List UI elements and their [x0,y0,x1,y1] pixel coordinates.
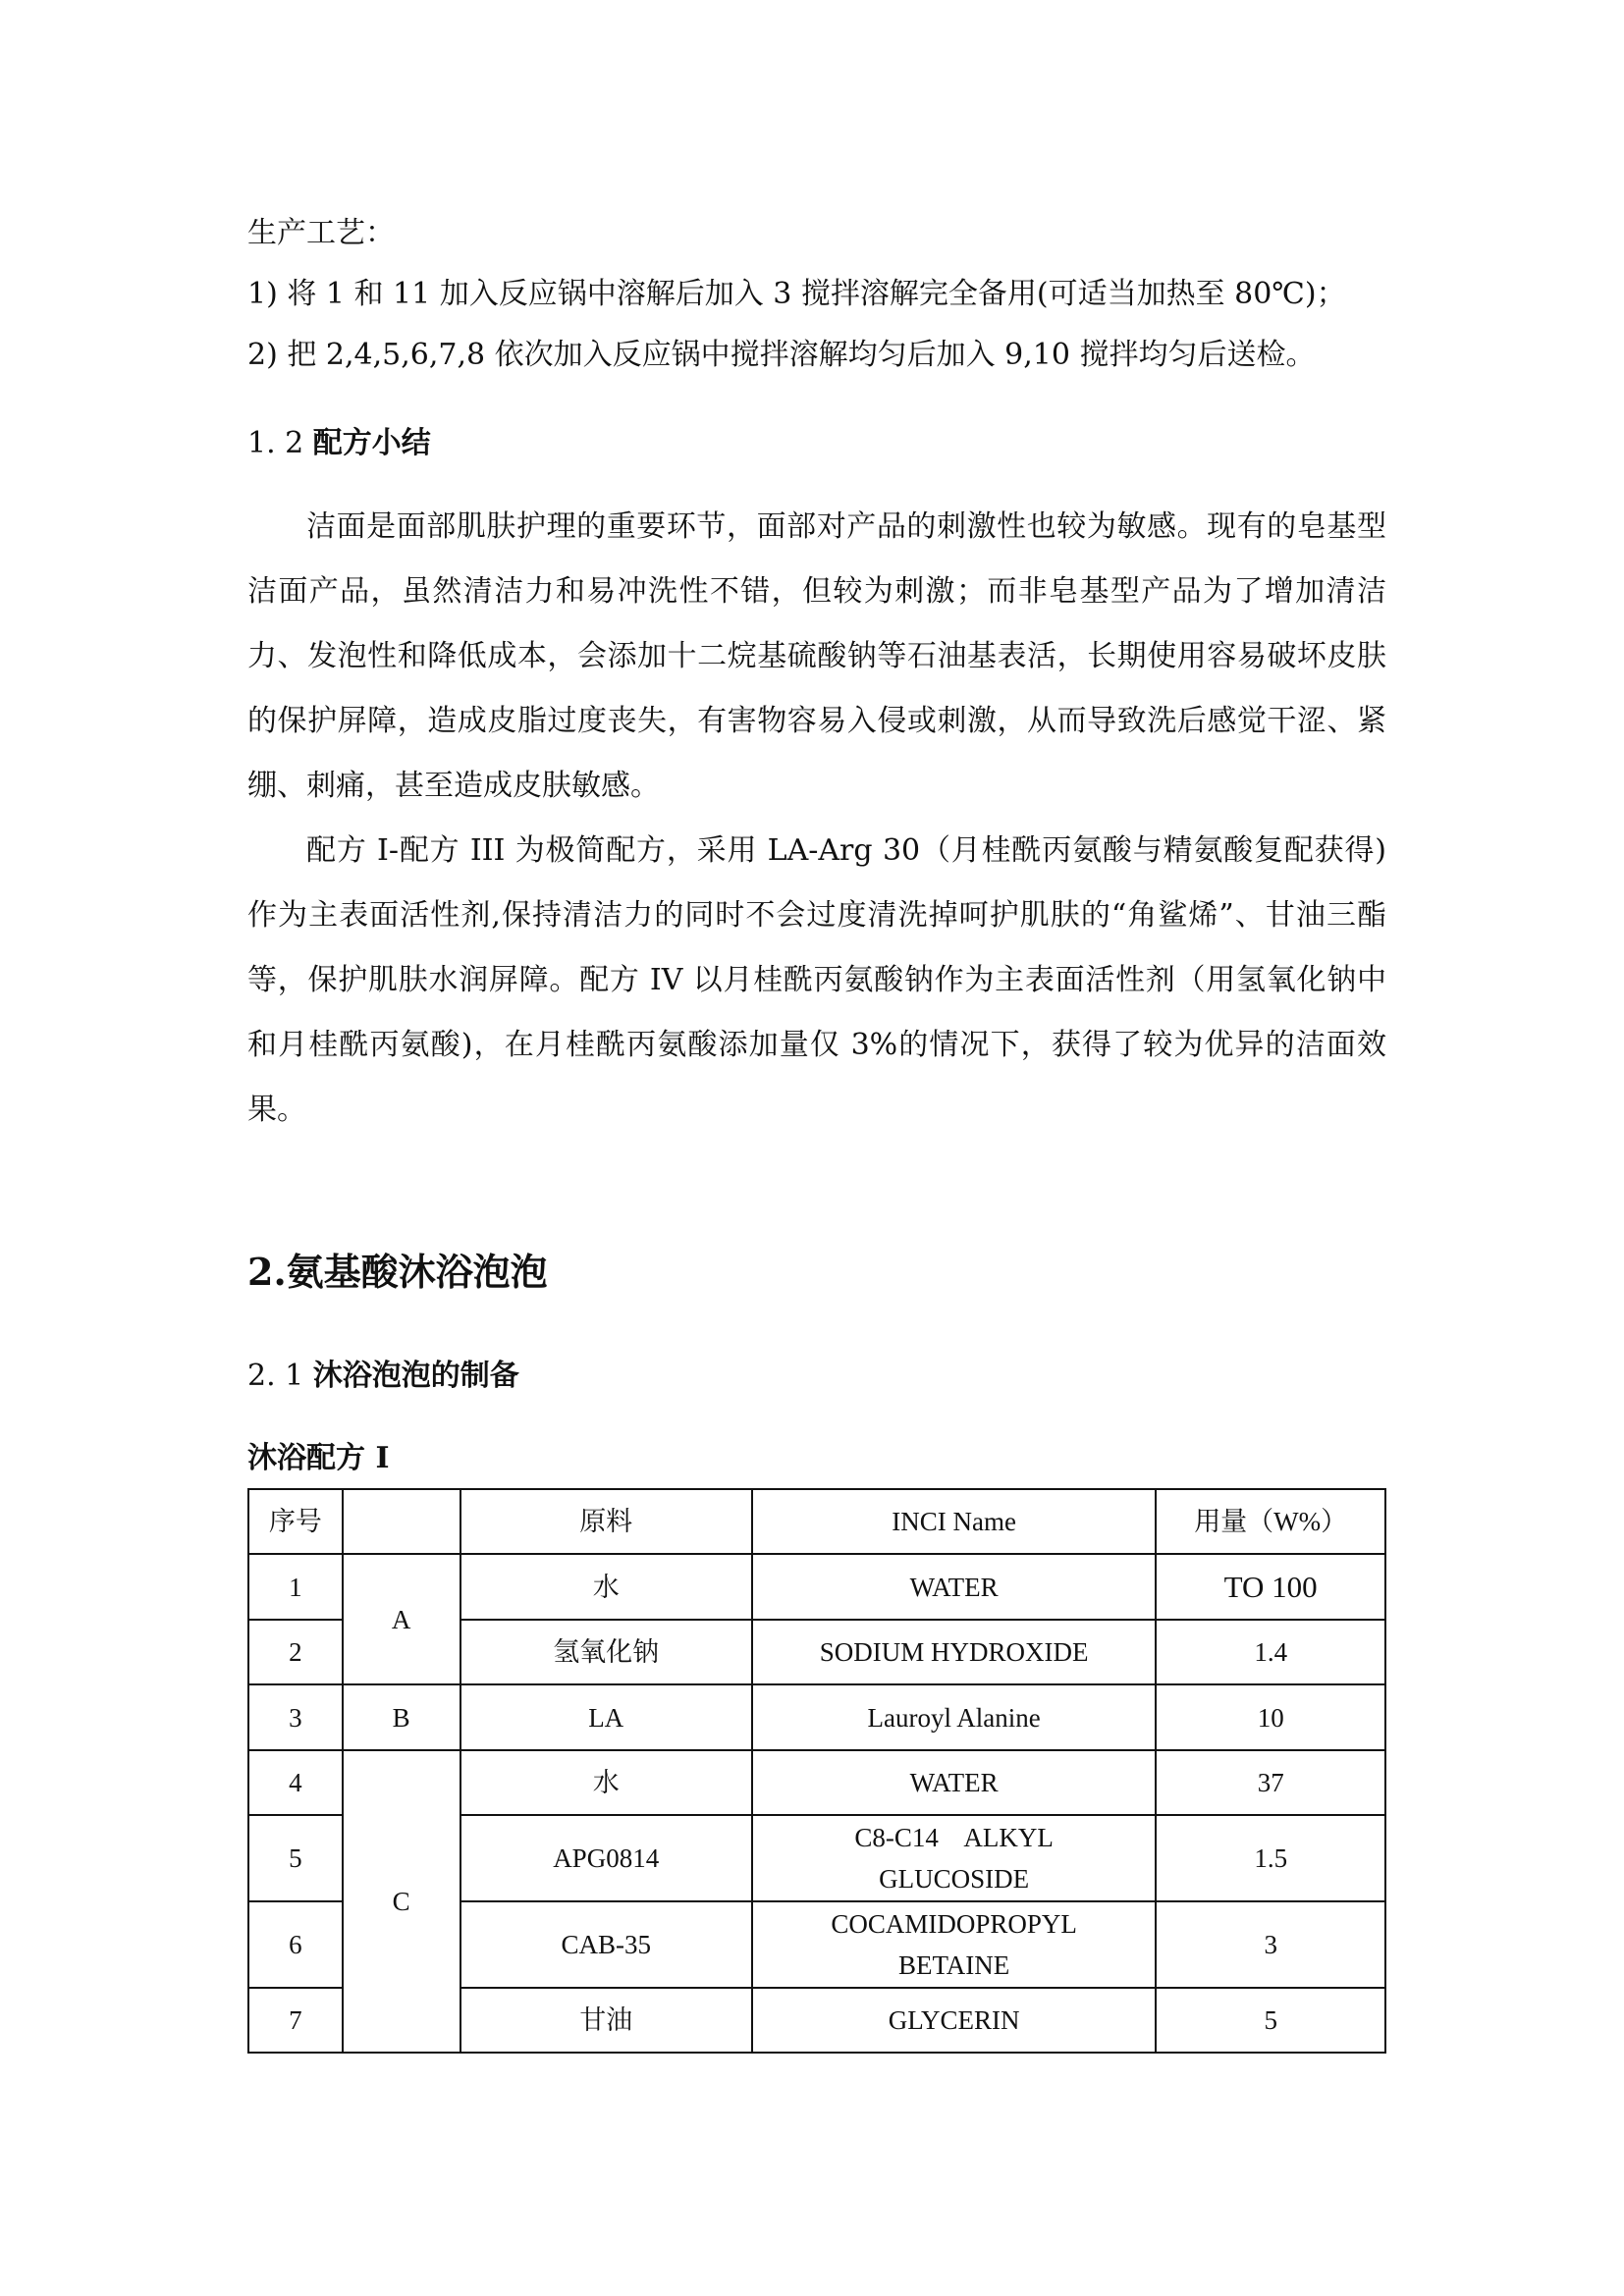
section-1-2-heading [247,424,431,463]
row-no: 4 [248,1750,343,1815]
header-amount: 用量（W%） [1156,1489,1385,1554]
paragraph-2: 配方 I-配方 III 为极简配方，采用 LA-Arg 30（月桂酰丙氨酸与精氨酸复配获得)作为主表面活性剂,保持清洁力的同时不会过度清洗掉呵护肌肤的“角鲨烯”、甘油三酯等，保护肌肤水润屏障。配方 IV 以月桂酰丙氨酸钠作为主表面活性剂（用氢氧化钠中和月桂酰丙氨酸)，在月桂酰丙氨酸添加量仅 3%的情况下，获得了较为优异的洁面效果。 [247,833,1386,1127]
row-inci: WATER [752,1750,1156,1815]
row-material: LA [460,1684,752,1750]
table-row [248,1684,1385,1750]
header-inci: INCI Name [752,1489,1156,1554]
row-inci [752,1815,1156,1901]
row-no: 5 [248,1815,343,1901]
section-2-1-title: 沐浴泡泡的制备 [312,1359,519,1393]
table-row [248,1554,1385,1620]
row-inci-line-1: C8-C14 ALKYL [854,1823,1054,1852]
process-title: 生产工艺： [247,216,395,250]
row-no: 3 [248,1684,343,1750]
process-step-2: 2) 把 2,4,5,6,7,8 依次加入反应锅中搅拌溶解均匀后加入 9,10 搅拌均匀后送检。 [247,338,1316,372]
row-inci: SODIUM HYDROXIDE [752,1620,1156,1684]
formula-table [247,1488,1386,2054]
section-1-2-number: 1. 2 [247,426,304,460]
row-inci-line-1: COCAMIDOPROPYL [831,1909,1077,1939]
table-header-row [248,1489,1385,1554]
row-material: 水 [460,1554,752,1620]
row-amount: 1.5 [1156,1815,1385,1901]
row-amount: 37 [1156,1750,1385,1815]
row-amount: TO 100 [1156,1554,1385,1620]
row-phase: C [343,1750,460,2053]
row-no: 1 [248,1554,343,1620]
row-no: 2 [248,1620,343,1684]
row-material: 甘油 [460,1988,752,2053]
row-phase: B [343,1684,460,1750]
row-amount: 1.4 [1156,1620,1385,1684]
process-step-1: 1) 将 1 和 11 加入反应锅中溶解后加入 3 搅拌溶解完全备用(可适当加热至 80℃)； [247,277,1346,311]
header-phase [343,1489,460,1554]
row-inci: GLYCERIN [752,1988,1156,2053]
row-inci: Lauroyl Alanine [752,1684,1156,1750]
row-no: 7 [248,1988,343,2053]
row-phase: A [343,1554,460,1684]
formula-title: 沐浴配方 I [247,1441,390,1475]
table-row [248,1750,1385,1815]
section-2-1-number: 2. 1 [247,1359,304,1393]
row-inci [752,1901,1156,1988]
row-amount: 10 [1156,1684,1385,1750]
row-no: 6 [248,1901,343,1988]
header-material: 原料 [460,1489,752,1554]
row-material: 氢氧化钠 [460,1620,752,1684]
section-2-heading: 2.氨基酸沐浴泡泡 [247,1250,548,1294]
header-no: 序号 [248,1489,343,1554]
row-material: APG0814 [460,1815,752,1901]
section-1-2-title: 配方小结 [312,426,431,460]
section-2-1-heading [247,1357,519,1396]
row-material: 水 [460,1750,752,1815]
paragraph-1: 洁面是面部肌肤护理的重要环节，面部对产品的刺激性也较为敏感。现有的皂基型洁面产品，虽然清洁力和易冲洗性不错，但较为刺激；而非皂基型产品为了增加清洁力、发泡性和降低成本，会添加十二烷基硫酸钠等石油基表活，长期使用容易破坏皮肤的保护屏障，造成皮脂过度丧失，有害物容易入侵或刺激，从而导致洗后感觉干涩、紧绷、刺痛，甚至造成皮肤敏感。 [247,509,1386,803]
row-inci-line-2: GLUCOSIDE [879,1864,1030,1894]
row-amount: 3 [1156,1901,1385,1988]
section-1-2-body [247,495,1386,1143]
row-material: CAB-35 [460,1901,752,1988]
row-inci: WATER [752,1554,1156,1620]
row-inci-line-2: BETAINE [897,1950,1010,1980]
row-amount: 5 [1156,1988,1385,2053]
